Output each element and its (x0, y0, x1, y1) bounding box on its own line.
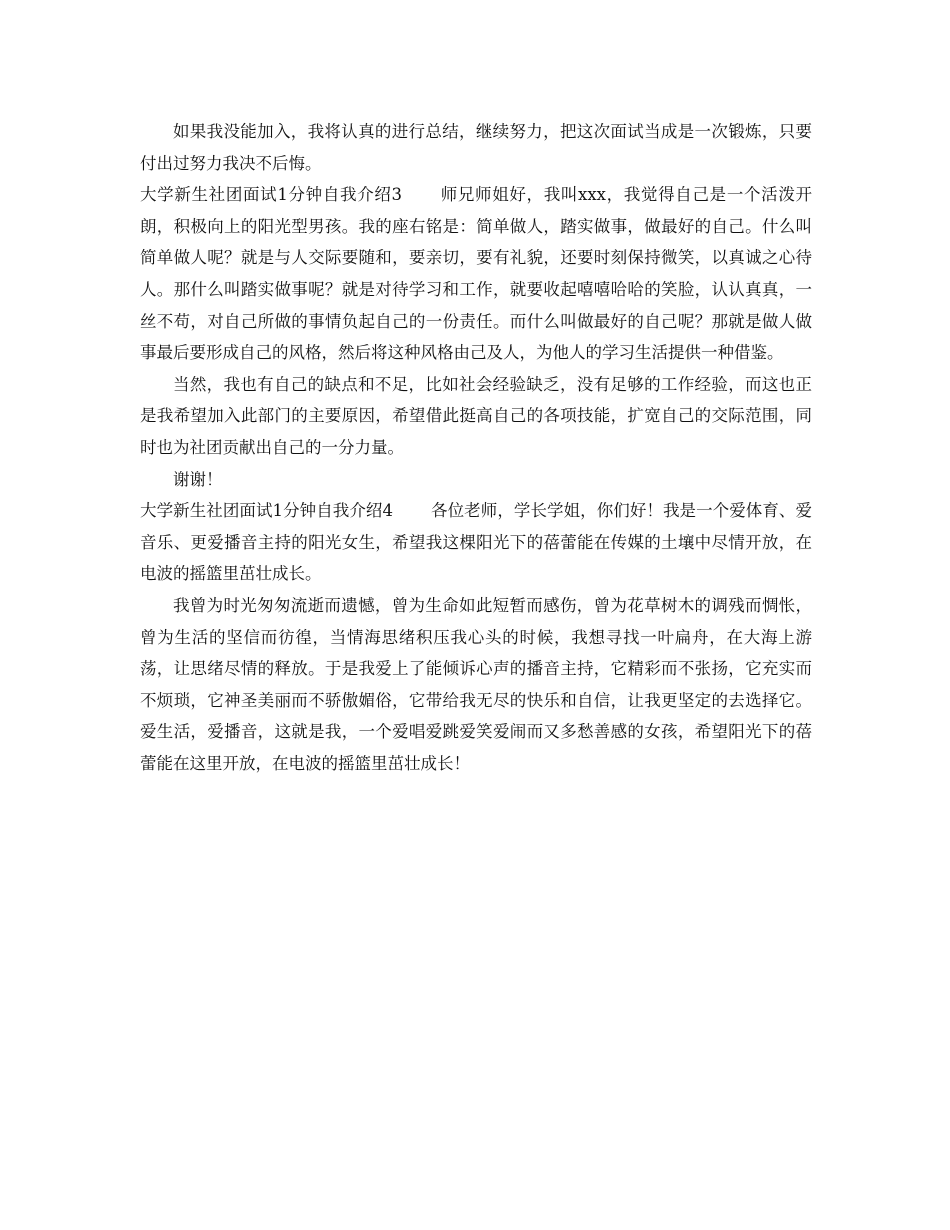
section-intro-4 (140, 495, 812, 590)
paragraph-text: 师兄师姐好，我叫xxx，我觉得自己是一个活泼开朗，积极向上的阳光型男孩。我的座右铭是：简单做人，踏实做事，做最好的自己。什么叫简单做人呢？就是与人交际要随和，要亲切，要有礼貌，还要时刻保持微笑，以真诚之心待人。那什么叫踏实做事呢？就是对待学习和工作，就要收起嘻嘻哈哈的笑脸，认认真真，一丝不苟，对自己所做的事情负起自己的一份责任。而什么叫做最好的自己呢？那就是做人做事最后要形成自己的风格，然后将这种风格由己及人，为他人的学习生活提供一种借鉴。 (140, 185, 812, 363)
paragraph-broadcasting (140, 590, 812, 780)
paragraph-shortcomings (140, 369, 812, 464)
paragraph-text: 我曾为时光匆匆流逝而遗憾，曾为生命如此短暂而感伤，曾为花草树木的调残而惆怅，曾为生活的坚信而彷徨，当情海思绪积压我心头的时候，我想寻找一叶扁舟，在大海上游荡，让思绪尽情的释放。于是我爱上了能倾诉心声的播音主持，它精彩而不张扬，它充实而不烦琐，它神圣美丽而不骄傲媚俗，它带给我无尽的快乐和自信，让我更坚定的去选择它。爱生活，爱播音，这就是我，一个爱唱爱跳爱笑爱闹而又多愁善感的女孩，希望阳光下的蓓蕾能在这里开放，在电波的摇篮里茁壮成长！ (140, 595, 812, 773)
paragraph-thanks (140, 464, 812, 496)
document-body (140, 116, 812, 779)
section-intro-3 (140, 179, 812, 369)
paragraph-text: 当然，我也有自己的缺点和不足，比如社会经验缺乏，没有足够的工作经验，而这也正是我希望加入此部门的主要原因，希望借此挺高自己的各项技能，扩宽自己的交际范围，同时也为社团贡献出自己的一分力量。 (140, 374, 812, 457)
paragraph-text: 如果我没能加入，我将认真的进行总结，继续努力，把这次面试当成是一次锻炼，只要付出过努力我决不后悔。 (140, 122, 812, 173)
paragraph-closing-remark (140, 116, 812, 179)
paragraph-text: 谢谢！ (173, 469, 223, 489)
section-heading: 大学新生社团面试1分钟自我介绍3 (140, 185, 403, 205)
section-heading: 大学新生社团面试1分钟自我介绍4 (140, 501, 393, 521)
paragraph-text: 各位老师，学长学姐，你们好！我是一个爱体育、爱音乐、更爱播音主持的阳光女生，希望我这棵阳光下的蓓蕾能在传媒的土壤中尽情开放，在电波的摇篮里茁壮成长。 (140, 501, 812, 584)
